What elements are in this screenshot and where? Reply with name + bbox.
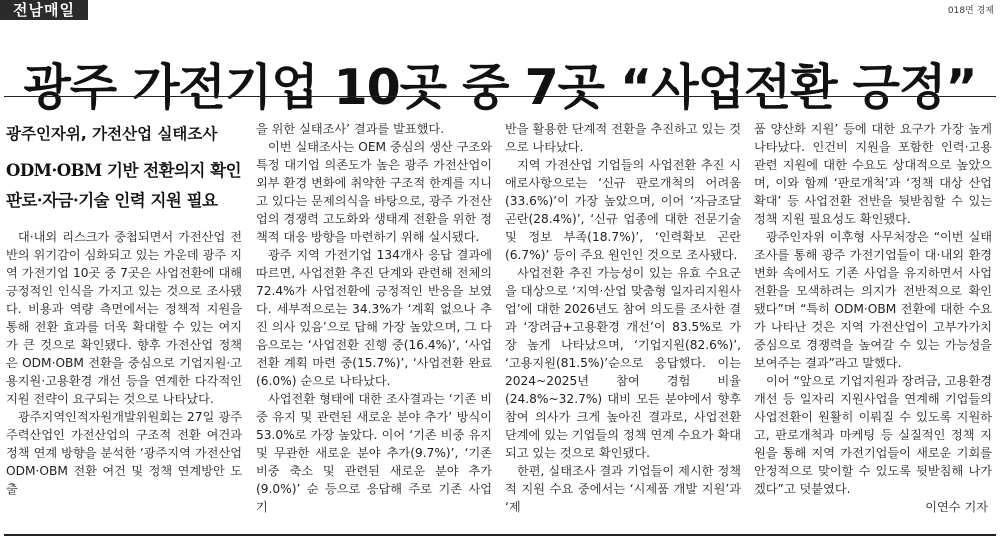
paragraph: 품 양산화 지원’ 등에 대한 요구가 가장 높게 나타났다. 인건비 지원을 포함한 인력·고용 관련 지원에 대한 수요도 상대적으로 높았으며, 이와 함께 ‘판로개척’과 ‘정책 대상 산업 확대’ 등 사업전환 전반을 뒷받침할 수 있는 정책 지원 필요성도 확인됐다. bbox=[754, 122, 992, 226]
article-column-4 bbox=[754, 120, 992, 532]
paragraph: 지역 가전산업 기업들의 사업전환 추진 시 애로사항으로는 ‘신규 판로개척의 어려움(33.6%)’이 가장 높았으며, 이어 ‘자금조달 곤란(28.4%)’, ‘신규 업종에 대한 전문기술 및 정보 부족(18.7%)’, ‘인력확보 곤란(6.7%)’ 등이 주요 원인인 것으로 조사됐다. bbox=[505, 158, 741, 262]
article-column-2 bbox=[256, 120, 492, 532]
paragraph: 이번 실태조사는 OEM 중심의 생산 구조와 특정 대기업 의존도가 높은 광주 가전산업이 외부 환경 변화에 취약한 구조적 한계를 지니고 있다는 문제의식을 바탕으로, 광주 가전산업의 경쟁력 고도화와 생태계 전환을 위한 정책적 대응 방향을 마련하기 위해 실시됐다. bbox=[256, 140, 492, 244]
paragraph: 광주지역인적자원개발위원회는 27일 광주 주력산업인 가전산업의 구조적 전환 여건과 정책 연계 방향을 분석한 ‘광주지역 가전산업 ODM·OBM 전환 여건 및 정책 연계방안 도출 bbox=[6, 410, 242, 496]
subheadline-2: ODM·OBM 기반 전환의지 확인 bbox=[6, 161, 242, 180]
paragraph: 사업전환 추진 가능성이 있는 유효 수요군을 대상으로 ‘지역·산업 맞춤형 일자리지원사업’에 대한 2026년도 참여 의도를 조사한 결과 ‘장려금+고용환경 개선’이 83.5%로 가장 높게 나타났으며, ‘기업지원(82.6%)’, ‘고용지원(81.5%)’순으로 응답했다. 이는 2024~2025년 참여 경험 비율(24.8%~32.7%) 대비 모든 분야에서 향후 참여 의사가 크게 높아진 결과로, 사업전환 단계에 있는 기업들의 정책 연계 수요가 확대되고 있는 것으로 확인됐다. bbox=[505, 266, 741, 460]
paragraph: 한편, 실태조사 결과 기업들이 제시한 정책적 지원 수요 중에서는 ‘시제품 개발 지원’과 ‘제 bbox=[505, 464, 741, 514]
paragraph: 반을 활용한 단계적 전환을 추진하고 있는 것으로 나타났다. bbox=[505, 122, 741, 154]
paragraph: 을 위한 실태조사’ 결과를 발표했다. bbox=[256, 122, 445, 136]
article-column-1 bbox=[6, 122, 242, 532]
subheadline-1: 광주인자위, 가전산업 실태조사 bbox=[6, 125, 218, 143]
page-section-label: 018면 경제 bbox=[947, 6, 994, 16]
newspaper-masthead: 전남매일 bbox=[0, 0, 88, 20]
paragraph: 대·내외 리스크가 중첩되면서 가전산업 전반의 위기감이 심화되고 있는 가운데 광주 지역 가전기업 10곳 중 7곳은 사업전환에 대해 긍정적인 인식을 가지고 있는 것으로 조사됐다. 비용과 역량 측면에서는 정책적 지원을 통해 전환 효과를 더욱 확대할 수 있는 여지가 큰 것으로 확인됐다. 향후 가전산업 정책은 ODM·OBM 전환을 중심으로 기업지원·고용지원·고용환경 개선 등을 연계한 다각적인 지원 전략이 요구되는 것으로 나타났다. bbox=[6, 230, 242, 406]
bottom-divider bbox=[4, 534, 996, 536]
paragraph: 사업전환 형태에 대한 조사결과는 ‘기존 비중 유지 및 관련된 새로운 분야 추가’ 방식이 53.0%로 가장 높았다. 이어 ‘기존 비중 유지 및 무관한 새로운 분야 추가(9.7%)’, ‘기존 비중 축소 및 관련된 새로운 분야 추가(9.0%)’ 순 등으로 응답해 주로 기존 사업 기 bbox=[256, 392, 492, 514]
article-headline: 광주 가전기업 10곳 중 7곳 “사업전환 긍정” bbox=[23, 58, 977, 116]
subheadline-3: 판로·자금·기술 인력 지원 필요 bbox=[6, 191, 218, 210]
byline: 이연수 기자 bbox=[925, 500, 988, 514]
article-column-3 bbox=[505, 120, 741, 532]
paragraph: 이어 “앞으로 기업지원과 장려금, 고용환경 개선 등 일자리 지원사업을 연계해 기업들의 사업전환이 원활히 이뤄질 수 있도록 지원하고, 판로개척과 마케팅 등 실질적인 정책 지원을 통해 지역 가전기업들이 새로운 기회를 안정적으로 맞이할 수 있도록 뒷받침해 나가겠다”고 덧붙였다. bbox=[754, 374, 992, 496]
paragraph: 광주 지역 가전기업 134개사 응답 결과에 따르면, 사업전환 추진 단계와 관련해 전체의 72.4%가 사업전환에 긍정적인 반응을 보였다. 세부적으로는 34.3%가 ‘계획 없으나 추진 의사 있음’으로 답해 가장 높았으며, 그 다음으로는 ‘사업전환 진행 중(16.4%)’, ‘사업전환 계획 마련 중(15.7%)’, ‘사업전환 완료(6.0%) 순으로 나타났다. bbox=[256, 248, 492, 388]
headline-divider bbox=[4, 96, 996, 97]
paragraph: 광주인자위 이후형 사무처장은 “이번 실태조사를 통해 광주 가전기업들이 대·내외 환경 변화 속에서도 기존 사업을 유지하면서 사업전환을 모색하려는 의지가 전반적으로 확인됐다”며 “특히 ODM·OBM 전환에 대한 수요가 나타난 것은 지역 가전산업이 고부가가치 중심으로 경쟁력을 높여갈 수 있는 가능성을 보여주는 결과”라고 말했다. bbox=[754, 230, 992, 370]
